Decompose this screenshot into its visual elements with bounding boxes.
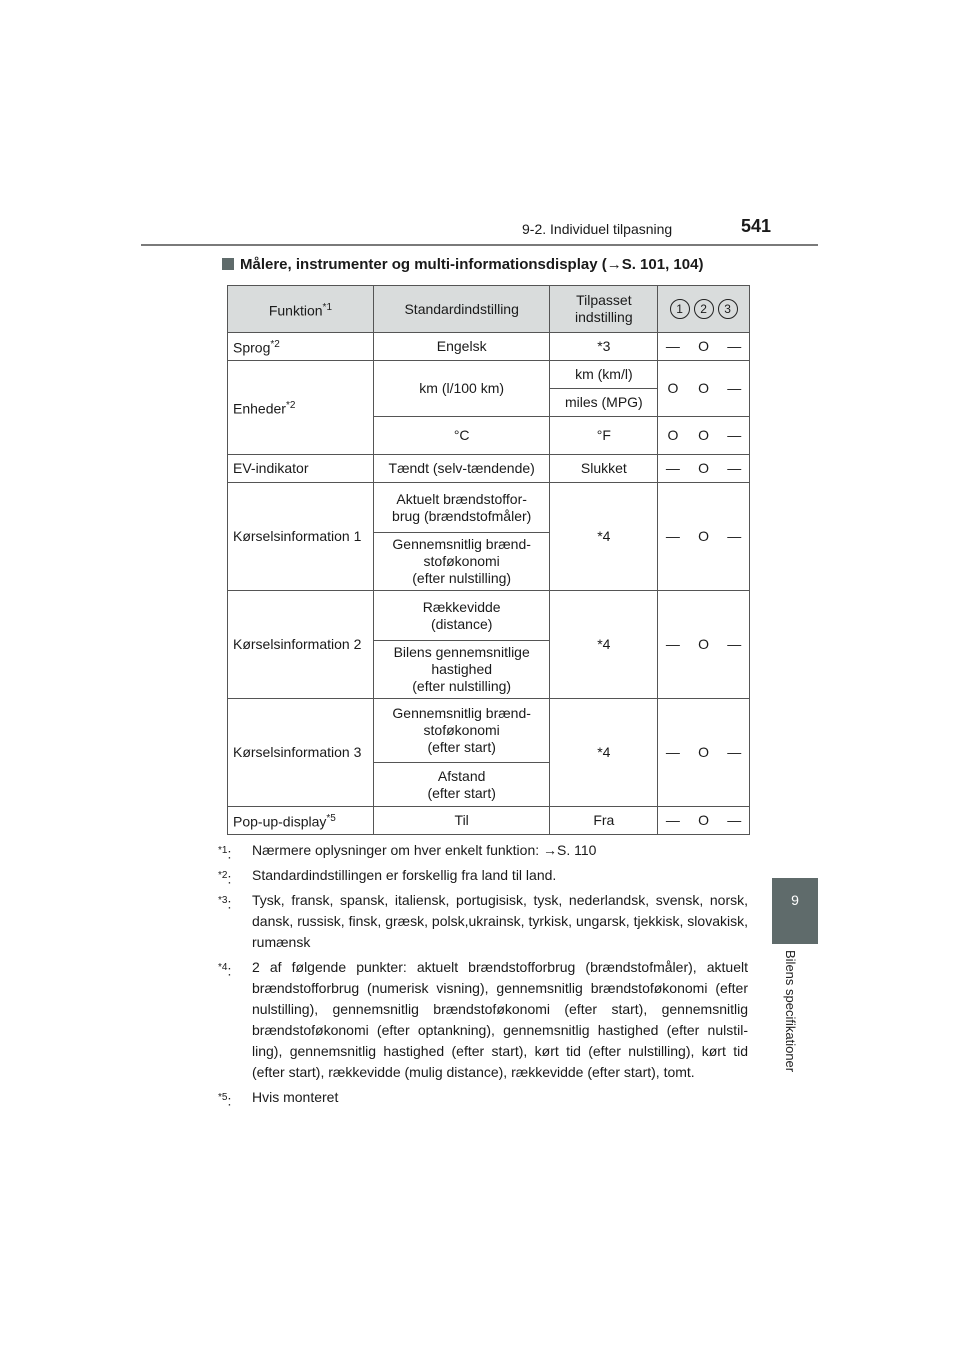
cell-method-2: O	[688, 699, 720, 807]
cell-function: Sprog$^{*2}$	[228, 333, 374, 361]
cell-function: EV-indikator	[228, 455, 374, 483]
footnote-4: $^{*4}$: 2 af følgende punkter: aktuelt brændstofforbrug (brændstofmåler), aktuelt brændstofforbrug (numerisk visning), gennemsnitlig brændstoføkonomi (efter nulstilling), gennemsnitlig brændstoføkonomi (efter start), gennemsnitlig brændstoføkonomi (efter optankning), gennemsnitlig hastighed (efter nulstil-ling), gennemsnitlig hastighed (efter start), kørt tid (efter nulstilling), kørt tid (efter start), rækkevidde (mulig distance), rækkevidde (efter start), tomt.	[218, 959, 748, 1080]
cell-method-2: O	[688, 417, 720, 455]
cell-custom: km (km/l)	[550, 361, 658, 389]
cell-standard: Bilens gennemsnitlige hastighed (efter nulstilling)	[373, 641, 550, 699]
cell-method-2: O	[688, 455, 720, 483]
cell-custom: miles (MPG)	[550, 389, 658, 417]
cell-method-2: O	[688, 333, 720, 361]
table-row	[228, 807, 750, 835]
cell-function: Pop-up-display$^{*5}$	[228, 807, 374, 835]
table-row	[228, 455, 750, 483]
footnote-5: $^{*5}$: Hvis monteret	[218, 1089, 339, 1109]
cell-function: Kørselsinformation 1	[228, 483, 374, 591]
cell-custom: *4	[550, 483, 658, 591]
cell-standard: Til	[373, 807, 550, 835]
cell-method-1: —	[658, 591, 688, 699]
cell-method-2: O	[688, 483, 720, 591]
cell-standard: Gennemsnitlig brænd- stoføkonomi (efter nulstilling)	[373, 533, 550, 591]
header-methods	[658, 286, 750, 333]
table-row	[228, 333, 750, 361]
cell-standard: km (l/100 km)	[373, 361, 550, 417]
cell-method-1: —	[658, 483, 688, 591]
cell-custom: °F	[550, 417, 658, 455]
cell-function: Kørselsinformation 2	[228, 591, 374, 699]
cell-method-2: O	[688, 361, 720, 417]
cell-method-3: —	[720, 591, 750, 699]
cell-method-3: —	[720, 807, 750, 835]
table-row	[228, 591, 750, 641]
header-section-title: 9-2. Individuel tilpasning	[522, 221, 673, 237]
table-row	[228, 483, 750, 533]
footnotes	[218, 840, 748, 1112]
header-rule	[141, 244, 818, 246]
footnote-2: $^{*2}$: Standardindstillingen er forskellig fra land til land.	[218, 867, 557, 887]
cell-custom: *4	[550, 699, 658, 807]
cell-custom: *3	[550, 333, 658, 361]
cell-method-1: O	[658, 417, 688, 455]
bullet-square-icon	[222, 258, 234, 270]
circled-3-icon: 3	[718, 299, 738, 319]
chapter-number: 9	[791, 892, 799, 908]
cell-method-3: —	[720, 699, 750, 807]
cell-standard: Engelsk	[373, 333, 550, 361]
cell-method-2: O	[688, 591, 720, 699]
cell-standard: Afstand (efter start)	[373, 763, 550, 807]
cell-method-1: —	[658, 807, 688, 835]
cell-method-3: —	[720, 333, 750, 361]
cell-function: Kørselsinformation 3	[228, 699, 374, 807]
table-row	[228, 699, 750, 763]
cell-function: Enheder$^{*2}$	[228, 361, 374, 455]
cell-standard: Gennemsnitlig brænd- stoføkonomi (efter start)	[373, 699, 550, 763]
cell-custom: *4	[550, 591, 658, 699]
cell-method-3: —	[720, 417, 750, 455]
cell-method-3: —	[720, 455, 750, 483]
cell-standard: °C	[373, 417, 550, 455]
cell-method-1: —	[658, 333, 688, 361]
settings-table	[227, 285, 750, 835]
page-number: 541	[741, 216, 772, 236]
header-standard: Standardindstilling	[373, 286, 550, 333]
cell-standard: Aktuelt brændstoffor- brug (brændstofmåler)	[373, 483, 550, 533]
table-row	[228, 361, 750, 389]
cell-method-3: —	[720, 483, 750, 591]
cell-standard: Rækkevidde (distance)	[373, 591, 550, 641]
footnote-1: $^{*1}$: Nærmere oplysninger om hver enkelt funktion: →S. 110	[218, 842, 597, 862]
header-funktion: Funktion$^{*1}$	[228, 286, 374, 333]
chapter-label-text: Bilens specifikationer	[783, 950, 798, 1073]
chapter-label	[776, 950, 816, 1090]
cell-custom: Slukket	[550, 455, 658, 483]
cell-standard: Tændt (selv-tændende)	[373, 455, 550, 483]
section-title-text: Målere, instrumenter og multi-informationsdisplay (→S. 101, 104)	[240, 256, 704, 273]
cell-method-1: —	[658, 455, 688, 483]
cell-method-1: —	[658, 699, 688, 807]
footnote-3: $^{*3}$: Tysk, fransk, spansk, italiensk, portugisisk, tysk, nederlandsk, svensk, norsk, dansk, russisk, finsk, græsk, polsk,ukrainsk, tyrkisk, ungarsk, tjekkisk, slovakisk, rumænsk	[218, 892, 748, 950]
table-header-row	[228, 286, 750, 333]
cell-method-2: O	[688, 807, 720, 835]
cell-method-1: O	[658, 361, 688, 417]
cell-custom: Fra	[550, 807, 658, 835]
cell-method-3: —	[720, 361, 750, 417]
header-tilpasset: Tilpasset indstilling	[550, 286, 658, 333]
circled-2-icon: 2	[694, 299, 714, 319]
section-title	[222, 256, 703, 273]
chapter-tab[interactable]	[772, 878, 818, 944]
circled-1-icon: 1	[670, 299, 690, 319]
